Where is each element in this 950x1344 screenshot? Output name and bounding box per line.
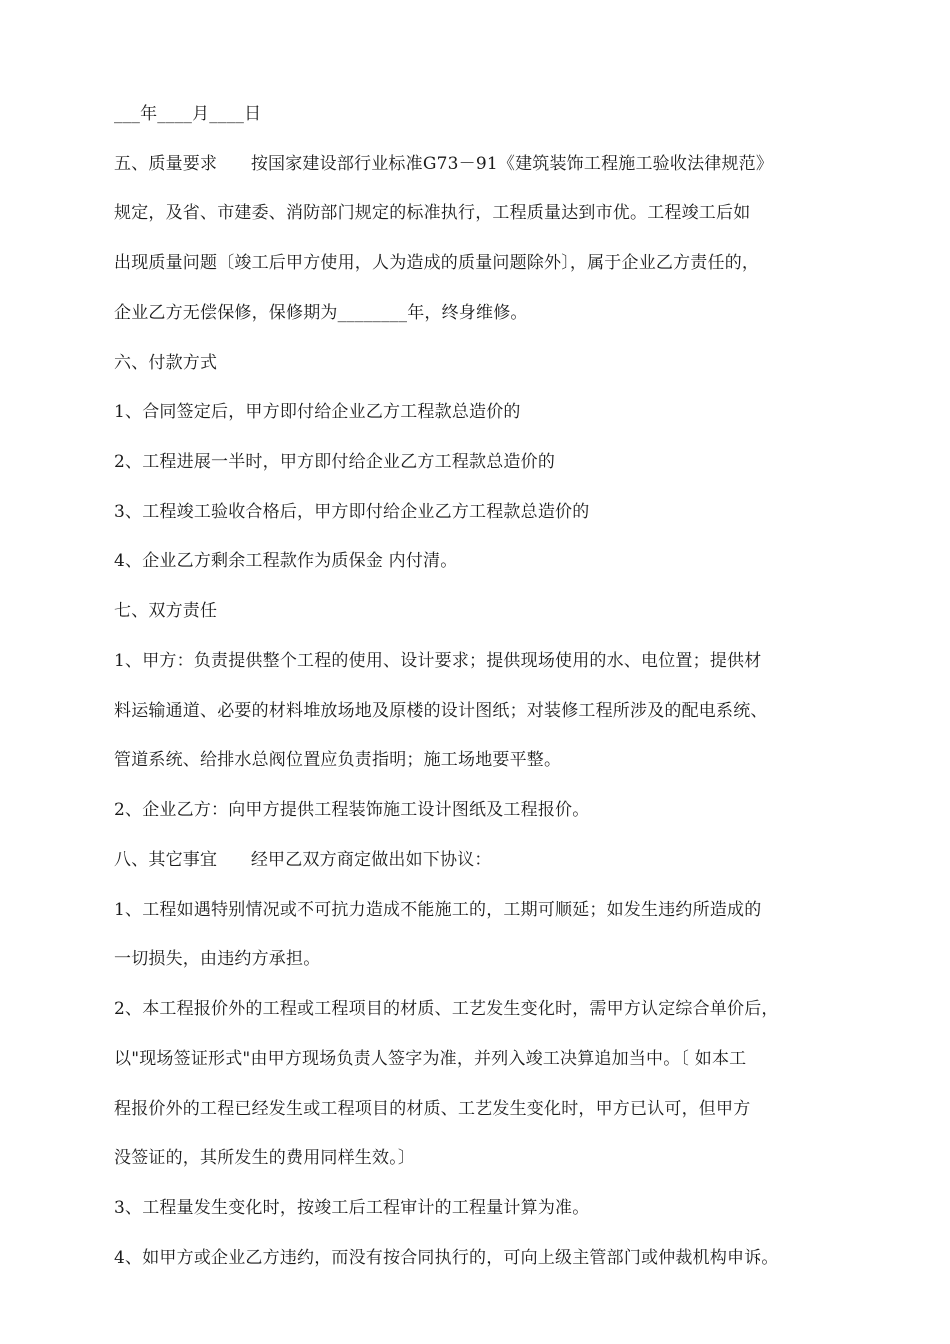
other-item-2: 2、本工程报价外的工程或工程项目的材质、工艺发生变化时，需甲方认定综合单价后， — [114, 999, 779, 1019]
other-item-4: 4、如甲方或企业乙方违约，而没有按合同执行的，可向上级主管部门或仲裁机构申诉。 — [114, 1248, 779, 1268]
responsibility-item-1: 1、甲方：负责提供整个工程的使用、设计要求；提供现场使用的水、电位置；提供材 — [114, 651, 762, 671]
section-8-heading: 八、其它事宜 经甲乙双方商定做出如下协议： — [114, 850, 492, 870]
paragraph-line: 没签证的，其所发生的费用同样生效。〕 — [114, 1148, 416, 1168]
paragraph-line: 料运输通道、必要的材料堆放场地及原楼的设计图纸；对装修工程所涉及的配电系统、 — [114, 701, 768, 721]
responsibility-item-2: 2、企业乙方：向甲方提供工程装饰施工设计图纸及工程报价。 — [114, 800, 590, 820]
paragraph-line: 程报价外的工程已经发生或工程项目的材质、工艺发生变化时，甲方已认可，但甲方 — [114, 1099, 751, 1119]
paragraph-line: 规定，及省、市建委、消防部门规定的标准执行，工程质量达到市优。工程竣工后如 — [114, 203, 751, 223]
paragraph-line: 以"现场签证形式"由甲方现场负责人签字为准，并列入竣工决算追加当中。〔 如本工 — [114, 1049, 747, 1069]
section-7-heading: 七、双方责任 — [114, 601, 218, 621]
paragraph-line: 出现质量问题〔竣工后甲方使用，人为造成的质量问题除外〕，属于企业乙方责任的， — [114, 253, 760, 273]
section-6-heading: 六、付款方式 — [114, 353, 218, 373]
section-5-heading: 五、质量要求 按国家建设部行业标准G73－91《建筑装饰工程施工验收法律规范》 — [114, 154, 774, 174]
payment-item-4: 4、企业乙方剩余工程款作为质保金 内付清。 — [114, 551, 458, 571]
paragraph-line: 企业乙方无偿保修，保修期为________年，终身维修。 — [114, 303, 528, 323]
other-item-3: 3、工程量发生变化时，按竣工后工程审计的工程量计算为准。 — [114, 1198, 590, 1218]
payment-item-3: 3、工程竣工验收合格后，甲方即付给企业乙方工程款总造价的 — [114, 502, 590, 522]
date-line: ___年____月____日 — [114, 104, 262, 124]
payment-item-2: 2、工程进展一半时，甲方即付给企业乙方工程款总造价的 — [114, 452, 556, 472]
other-item-1: 1、工程如遇特别情况或不可抗力造成不能施工的，工期可顺延；如发生违约所造成的 — [114, 900, 762, 920]
paragraph-line: 管道系统、给排水总阀位置应负责指明；施工场地要平整。 — [114, 750, 562, 770]
payment-item-1: 1、合同签定后，甲方即付给企业乙方工程款总造价的 — [114, 402, 521, 422]
paragraph-line: 一切损失，由违约方承担。 — [114, 949, 321, 969]
